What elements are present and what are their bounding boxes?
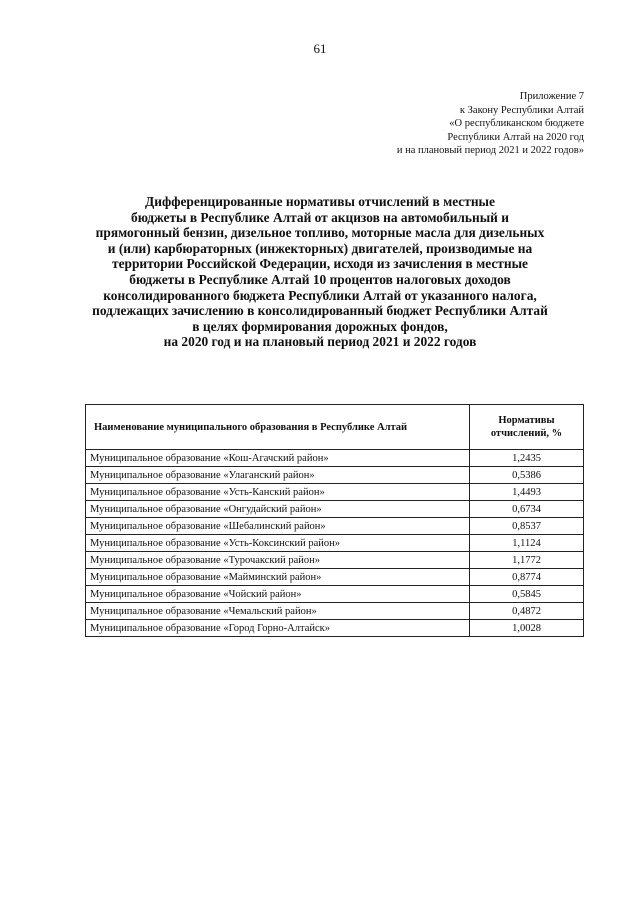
column-header-value-line: отчислений, % [490,428,563,439]
appendix-reference [397,90,584,158]
municipality-name: Муниципальное образование «Город Горно-Алтайск» [86,620,470,637]
title-line: в целях формирования дорожных фондов, [192,318,448,334]
title-line: бюджеты в Республике Алтай 10 процентов налоговых доходов [129,271,511,287]
norm-value: 0,5386 [470,467,584,484]
municipality-name: Муниципальное образование «Усть-Канский район» [86,484,470,501]
norm-value: 0,8774 [470,569,584,586]
title-line: консолидированного бюджета Республики Алтай от указанного налога, [103,287,537,303]
table-row [86,501,584,518]
title-line: и (или) карбюраторных (инжекторных) двигателей, производимые на [107,240,533,256]
norm-value: 0,6734 [470,501,584,518]
table-row [86,484,584,501]
table-row [86,586,584,603]
appendix-line: к Закону Республики Алтай [459,104,584,116]
table-row [86,467,584,484]
appendix-line: «О республиканском бюджете [449,118,584,129]
municipality-name: Муниципальное образование «Онгудайский район» [86,501,470,518]
page-number: 61 [313,41,327,56]
document-title [48,194,592,350]
table-row [86,518,584,535]
title-line: бюджеты в Республике Алтай от акцизов на автомобильный и [131,209,509,225]
appendix-line: Приложение 7 [519,91,584,102]
municipality-name: Муниципальное образование «Шебалинский район» [86,518,470,535]
appendix-line: Республики Алтай на 2020 год [447,131,584,143]
municipality-name: Муниципальное образование «Майминский район» [86,569,470,586]
appendix-line: и на плановый период 2021 и 2022 годов» [396,145,584,156]
table-row [86,569,584,586]
norm-value: 0,4872 [470,603,584,620]
title-line: территории Российской Федерации, исходя из зачисления в местные [112,256,528,272]
municipality-name: Муниципальное образование «Кош-Агачский район» [86,450,470,467]
municipality-name: Муниципальное образование «Чойский район» [86,586,470,603]
table-header-row [86,405,584,450]
table-row [86,535,584,552]
column-header-value-line: Нормативы [498,415,555,426]
municipality-name: Муниципальное образование «Чемальский район» [86,603,470,620]
title-line: на 2020 год и на плановый период 2021 и 2022 годов [163,334,477,350]
norm-value: 1,1124 [470,535,584,552]
norm-value: 0,8537 [470,518,584,535]
municipality-name: Муниципальное образование «Улаганский район» [86,467,470,484]
norm-value: 1,1772 [470,552,584,569]
municipality-name: Муниципальное образование «Турочакский район» [86,552,470,569]
norm-value: 0,5845 [470,586,584,603]
norm-value: 1,4493 [470,484,584,501]
title-line: подлежащих зачислению в консолидированный бюджет Республики Алтай [92,303,548,319]
norm-value: 1,2435 [470,450,584,467]
table-row [86,620,584,637]
norms-table [85,404,584,637]
table-row [86,450,584,467]
municipality-name: Муниципальное образование «Усть-Коксинский район» [86,535,470,552]
table-row [86,552,584,569]
column-header-name: Наименование муниципального образования в Республике Алтай [86,405,470,450]
title-line: Дифференцированные нормативы отчислений в местные [145,194,495,209]
column-header-value [470,405,584,450]
table-row [86,603,584,620]
norm-value: 1,0028 [470,620,584,637]
title-line: прямогонный бензин, дизельное топливо, моторные масла для дизельных [95,225,545,241]
